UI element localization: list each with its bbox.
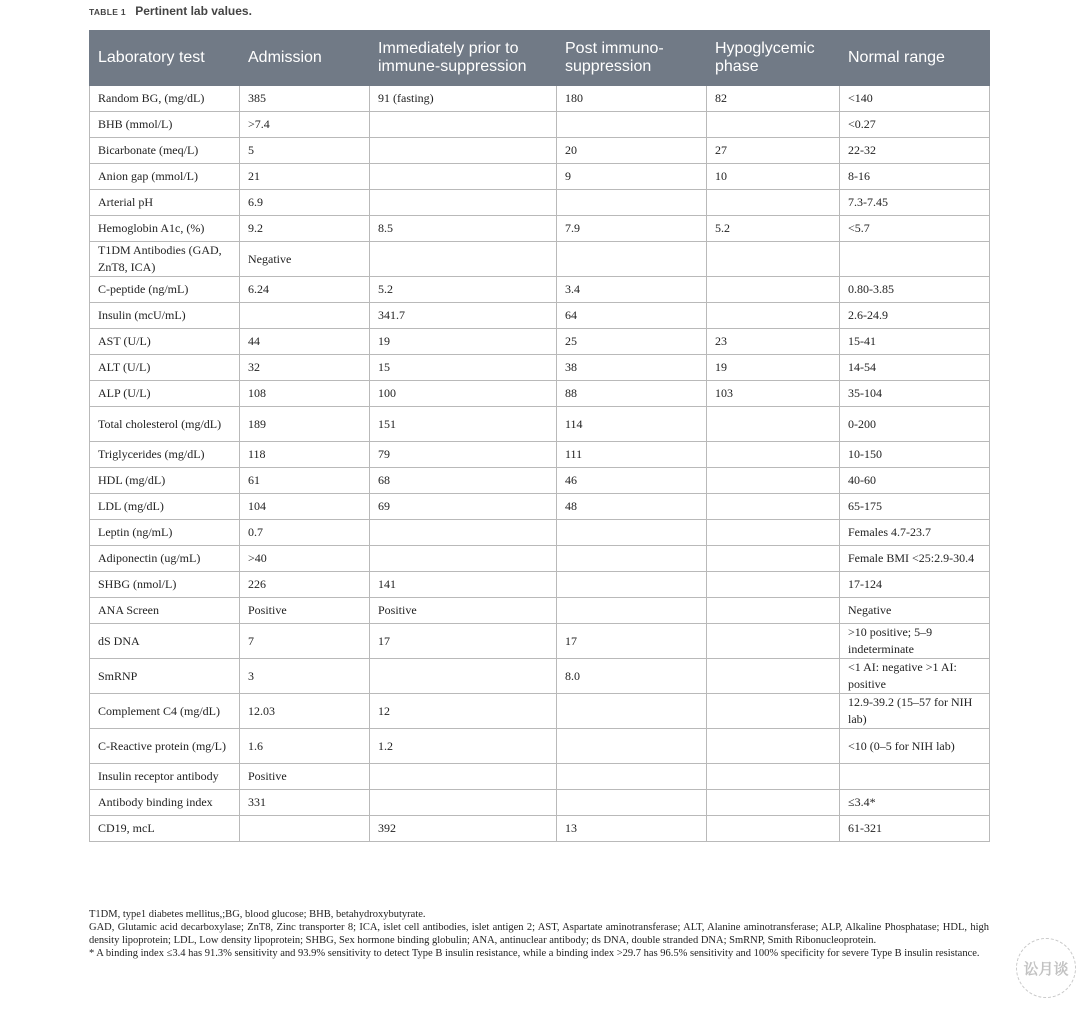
column-header: Hypoglycemic phase [707,31,840,86]
table-caption [89,4,252,18]
table-row [90,216,990,242]
value-cell [707,546,840,572]
value-cell: 88 [557,381,707,407]
value-cell [707,190,840,216]
table-row [90,468,990,494]
value-cell: 1.6 [240,729,370,764]
value-cell: 7.3-7.45 [840,190,990,216]
value-cell: 114 [557,407,707,442]
value-cell: 9 [557,164,707,190]
value-cell [707,303,840,329]
table-footnotes [89,908,989,960]
value-cell: 19 [707,355,840,381]
table-row [90,729,990,764]
table-row [90,355,990,381]
value-cell: <10 (0–5 for NIH lab) [840,729,990,764]
lab-test-cell: Arterial pH [90,190,240,216]
value-cell [557,546,707,572]
value-cell [707,790,840,816]
table-row [90,659,990,694]
value-cell: 392 [370,816,557,842]
value-cell [707,598,840,624]
value-cell [370,520,557,546]
value-cell: Positive [370,598,557,624]
value-cell: 12.03 [240,694,370,729]
value-cell: 118 [240,442,370,468]
table-row [90,790,990,816]
footnote: * A binding index ≤3.4 has 91.3% sensitivity and 93.9% sensitivity to detect Type B insulin resistance, while a binding index >29.7 has 96.5% sensitivity and 100% specificity for severe Type B insulin resistance. [89,948,980,959]
value-cell [557,764,707,790]
value-cell [557,190,707,216]
table-row [90,190,990,216]
value-cell: 35-104 [840,381,990,407]
value-cell: >40 [240,546,370,572]
value-cell [707,659,840,694]
value-cell [840,242,990,277]
value-cell: <5.7 [840,216,990,242]
value-cell: 5 [240,138,370,164]
value-cell: 3 [240,659,370,694]
table-body [90,86,990,842]
lab-test-cell: Total cholesterol (mg/dL) [90,407,240,442]
value-cell [707,242,840,277]
value-cell: 5.2 [370,277,557,303]
value-cell: Negative [240,242,370,277]
value-cell [370,164,557,190]
value-cell [707,572,840,598]
lab-test-cell: HDL (mg/dL) [90,468,240,494]
table-row [90,442,990,468]
lab-test-cell: AST (U/L) [90,329,240,355]
value-cell [707,442,840,468]
value-cell [370,112,557,138]
table-row [90,303,990,329]
column-header: Post immuno-suppression [557,31,707,86]
value-cell: 69 [370,494,557,520]
table-row [90,764,990,790]
footnote: GAD, Glutamic acid decarboxylase; ZnT8, Zinc transporter 8; ICA, islet cell antibodies, islet antigen 2; AST, Aspartate aminotransferase; ALT, Alanine aminotransferase; ALP, Alkaline Phosphatase; HDL, high density lipoprotein; LDL, Low density lipoprotein; SHBG, Sex hormone binding globulin; ANA, antinuclear antibody; ds DNA, double stranded DNA; SmRNP, Smith Ribonucleoprotein. [89,922,989,946]
value-cell: 19 [370,329,557,355]
value-cell: 17 [370,624,557,659]
value-cell: 8.5 [370,216,557,242]
value-cell: 0.7 [240,520,370,546]
column-header: Immediately prior to immune-suppression [370,31,557,86]
value-cell: Females 4.7-23.7 [840,520,990,546]
value-cell: 48 [557,494,707,520]
table-row [90,694,990,729]
lab-test-cell: ALT (U/L) [90,355,240,381]
table-row [90,381,990,407]
lab-test-cell: Adiponectin (ug/mL) [90,546,240,572]
value-cell [370,546,557,572]
lab-test-cell: BHB (mmol/L) [90,112,240,138]
value-cell [370,659,557,694]
value-cell [707,816,840,842]
value-cell: 189 [240,407,370,442]
value-cell: 40-60 [840,468,990,494]
lab-test-cell: Hemoglobin A1c, (%) [90,216,240,242]
value-cell [557,572,707,598]
value-cell [557,242,707,277]
value-cell: 27 [707,138,840,164]
value-cell: 7 [240,624,370,659]
table-row [90,546,990,572]
value-cell [707,407,840,442]
watermark-logo [1016,938,1076,998]
value-cell [370,790,557,816]
value-cell: 5.2 [707,216,840,242]
value-cell: 104 [240,494,370,520]
value-cell: 46 [557,468,707,494]
value-cell: 12 [370,694,557,729]
value-cell [240,816,370,842]
value-cell [370,242,557,277]
lab-test-cell: Triglycerides (mg/dL) [90,442,240,468]
value-cell: 0-200 [840,407,990,442]
lab-test-cell: Antibody binding index [90,790,240,816]
lab-test-cell: C-Reactive protein (mg/L) [90,729,240,764]
value-cell: 15-41 [840,329,990,355]
lab-test-cell: LDL (mg/dL) [90,494,240,520]
value-cell: 25 [557,329,707,355]
value-cell: 10 [707,164,840,190]
value-cell: 100 [370,381,557,407]
value-cell: Negative [840,598,990,624]
value-cell: 64 [557,303,707,329]
table-row [90,494,990,520]
value-cell: 44 [240,329,370,355]
value-cell: 0.80-3.85 [840,277,990,303]
lab-test-cell: CD19, mcL [90,816,240,842]
value-cell: 3.4 [557,277,707,303]
lab-test-cell: dS DNA [90,624,240,659]
value-cell: 7.9 [557,216,707,242]
value-cell [240,303,370,329]
value-cell [707,494,840,520]
value-cell [557,694,707,729]
value-cell: 12.9-39.2 (15–57 for NIH lab) [840,694,990,729]
table-header-row [90,31,990,86]
value-cell [370,764,557,790]
value-cell: <1 AI: negative >1 AI: positive [840,659,990,694]
value-cell: 341.7 [370,303,557,329]
value-cell [707,694,840,729]
value-cell [370,138,557,164]
value-cell [707,624,840,659]
value-cell: 82 [707,86,840,112]
value-cell: 1.2 [370,729,557,764]
lab-values-table [89,30,990,842]
table-row [90,86,990,112]
value-cell: 9.2 [240,216,370,242]
table-row [90,277,990,303]
value-cell [707,520,840,546]
table-row [90,572,990,598]
lab-test-cell: Insulin (mcU/mL) [90,303,240,329]
table-row [90,624,990,659]
lab-test-cell: Random BG, (mg/dL) [90,86,240,112]
value-cell: 23 [707,329,840,355]
value-cell: 6.9 [240,190,370,216]
lab-test-cell: Insulin receptor antibody [90,764,240,790]
value-cell [707,468,840,494]
lab-test-cell: T1DM Antibodies (GAD, ZnT8, ICA) [90,242,240,277]
value-cell: 20 [557,138,707,164]
value-cell: 180 [557,86,707,112]
table-row [90,138,990,164]
lab-test-cell: Leptin (ng/mL) [90,520,240,546]
value-cell: 68 [370,468,557,494]
value-cell: <140 [840,86,990,112]
value-cell: 14-54 [840,355,990,381]
value-cell: 226 [240,572,370,598]
table-row [90,242,990,277]
lab-test-cell: Anion gap (mmol/L) [90,164,240,190]
table-row [90,520,990,546]
value-cell: ≤3.4* [840,790,990,816]
value-cell: 22-32 [840,138,990,164]
value-cell: 108 [240,381,370,407]
value-cell: 10-150 [840,442,990,468]
footnote: T1DM, type1 diabetes mellitus,;BG, blood glucose; BHB, betahydroxybutyrate. [89,909,426,920]
value-cell [557,520,707,546]
value-cell: 65-175 [840,494,990,520]
value-cell: 385 [240,86,370,112]
value-cell [370,190,557,216]
lab-test-cell: ANA Screen [90,598,240,624]
lab-test-cell: Complement C4 (mg/dL) [90,694,240,729]
value-cell: >10 positive; 5–9 indeterminate [840,624,990,659]
value-cell: Positive [240,598,370,624]
value-cell: 61-321 [840,816,990,842]
value-cell: 61 [240,468,370,494]
value-cell: 2.6-24.9 [840,303,990,329]
table-row [90,407,990,442]
value-cell: >7.4 [240,112,370,138]
value-cell [707,729,840,764]
column-header: Normal range [840,31,990,86]
table-row [90,329,990,355]
value-cell: <0.27 [840,112,990,138]
value-cell [707,277,840,303]
value-cell: 8.0 [557,659,707,694]
value-cell: 17-124 [840,572,990,598]
table-row [90,598,990,624]
value-cell [557,790,707,816]
value-cell [557,112,707,138]
column-header: Admission [240,31,370,86]
value-cell: 151 [370,407,557,442]
value-cell: 111 [557,442,707,468]
value-cell: Female BMI <25:2.9-30.4 [840,546,990,572]
value-cell [557,729,707,764]
value-cell [840,764,990,790]
value-cell: 103 [707,381,840,407]
value-cell: 15 [370,355,557,381]
lab-test-cell: SmRNP [90,659,240,694]
value-cell: 17 [557,624,707,659]
table-title: Pertinent lab values. [135,4,252,18]
table-label: TABLE 1 [89,7,126,17]
lab-test-cell: Bicarbonate (meq/L) [90,138,240,164]
value-cell [707,764,840,790]
value-cell: Positive [240,764,370,790]
value-cell: 32 [240,355,370,381]
table-row [90,816,990,842]
value-cell: 8-16 [840,164,990,190]
value-cell: 141 [370,572,557,598]
value-cell [557,598,707,624]
value-cell: 21 [240,164,370,190]
table-row [90,164,990,190]
value-cell: 6.24 [240,277,370,303]
watermark-text: 讼月谈 [1023,959,1069,978]
table-row [90,112,990,138]
value-cell [707,112,840,138]
value-cell: 331 [240,790,370,816]
value-cell: 13 [557,816,707,842]
value-cell: 91 (fasting) [370,86,557,112]
value-cell: 38 [557,355,707,381]
column-header: Laboratory test [90,31,240,86]
lab-test-cell: C-peptide (ng/mL) [90,277,240,303]
lab-test-cell: SHBG (nmol/L) [90,572,240,598]
lab-test-cell: ALP (U/L) [90,381,240,407]
value-cell: 79 [370,442,557,468]
